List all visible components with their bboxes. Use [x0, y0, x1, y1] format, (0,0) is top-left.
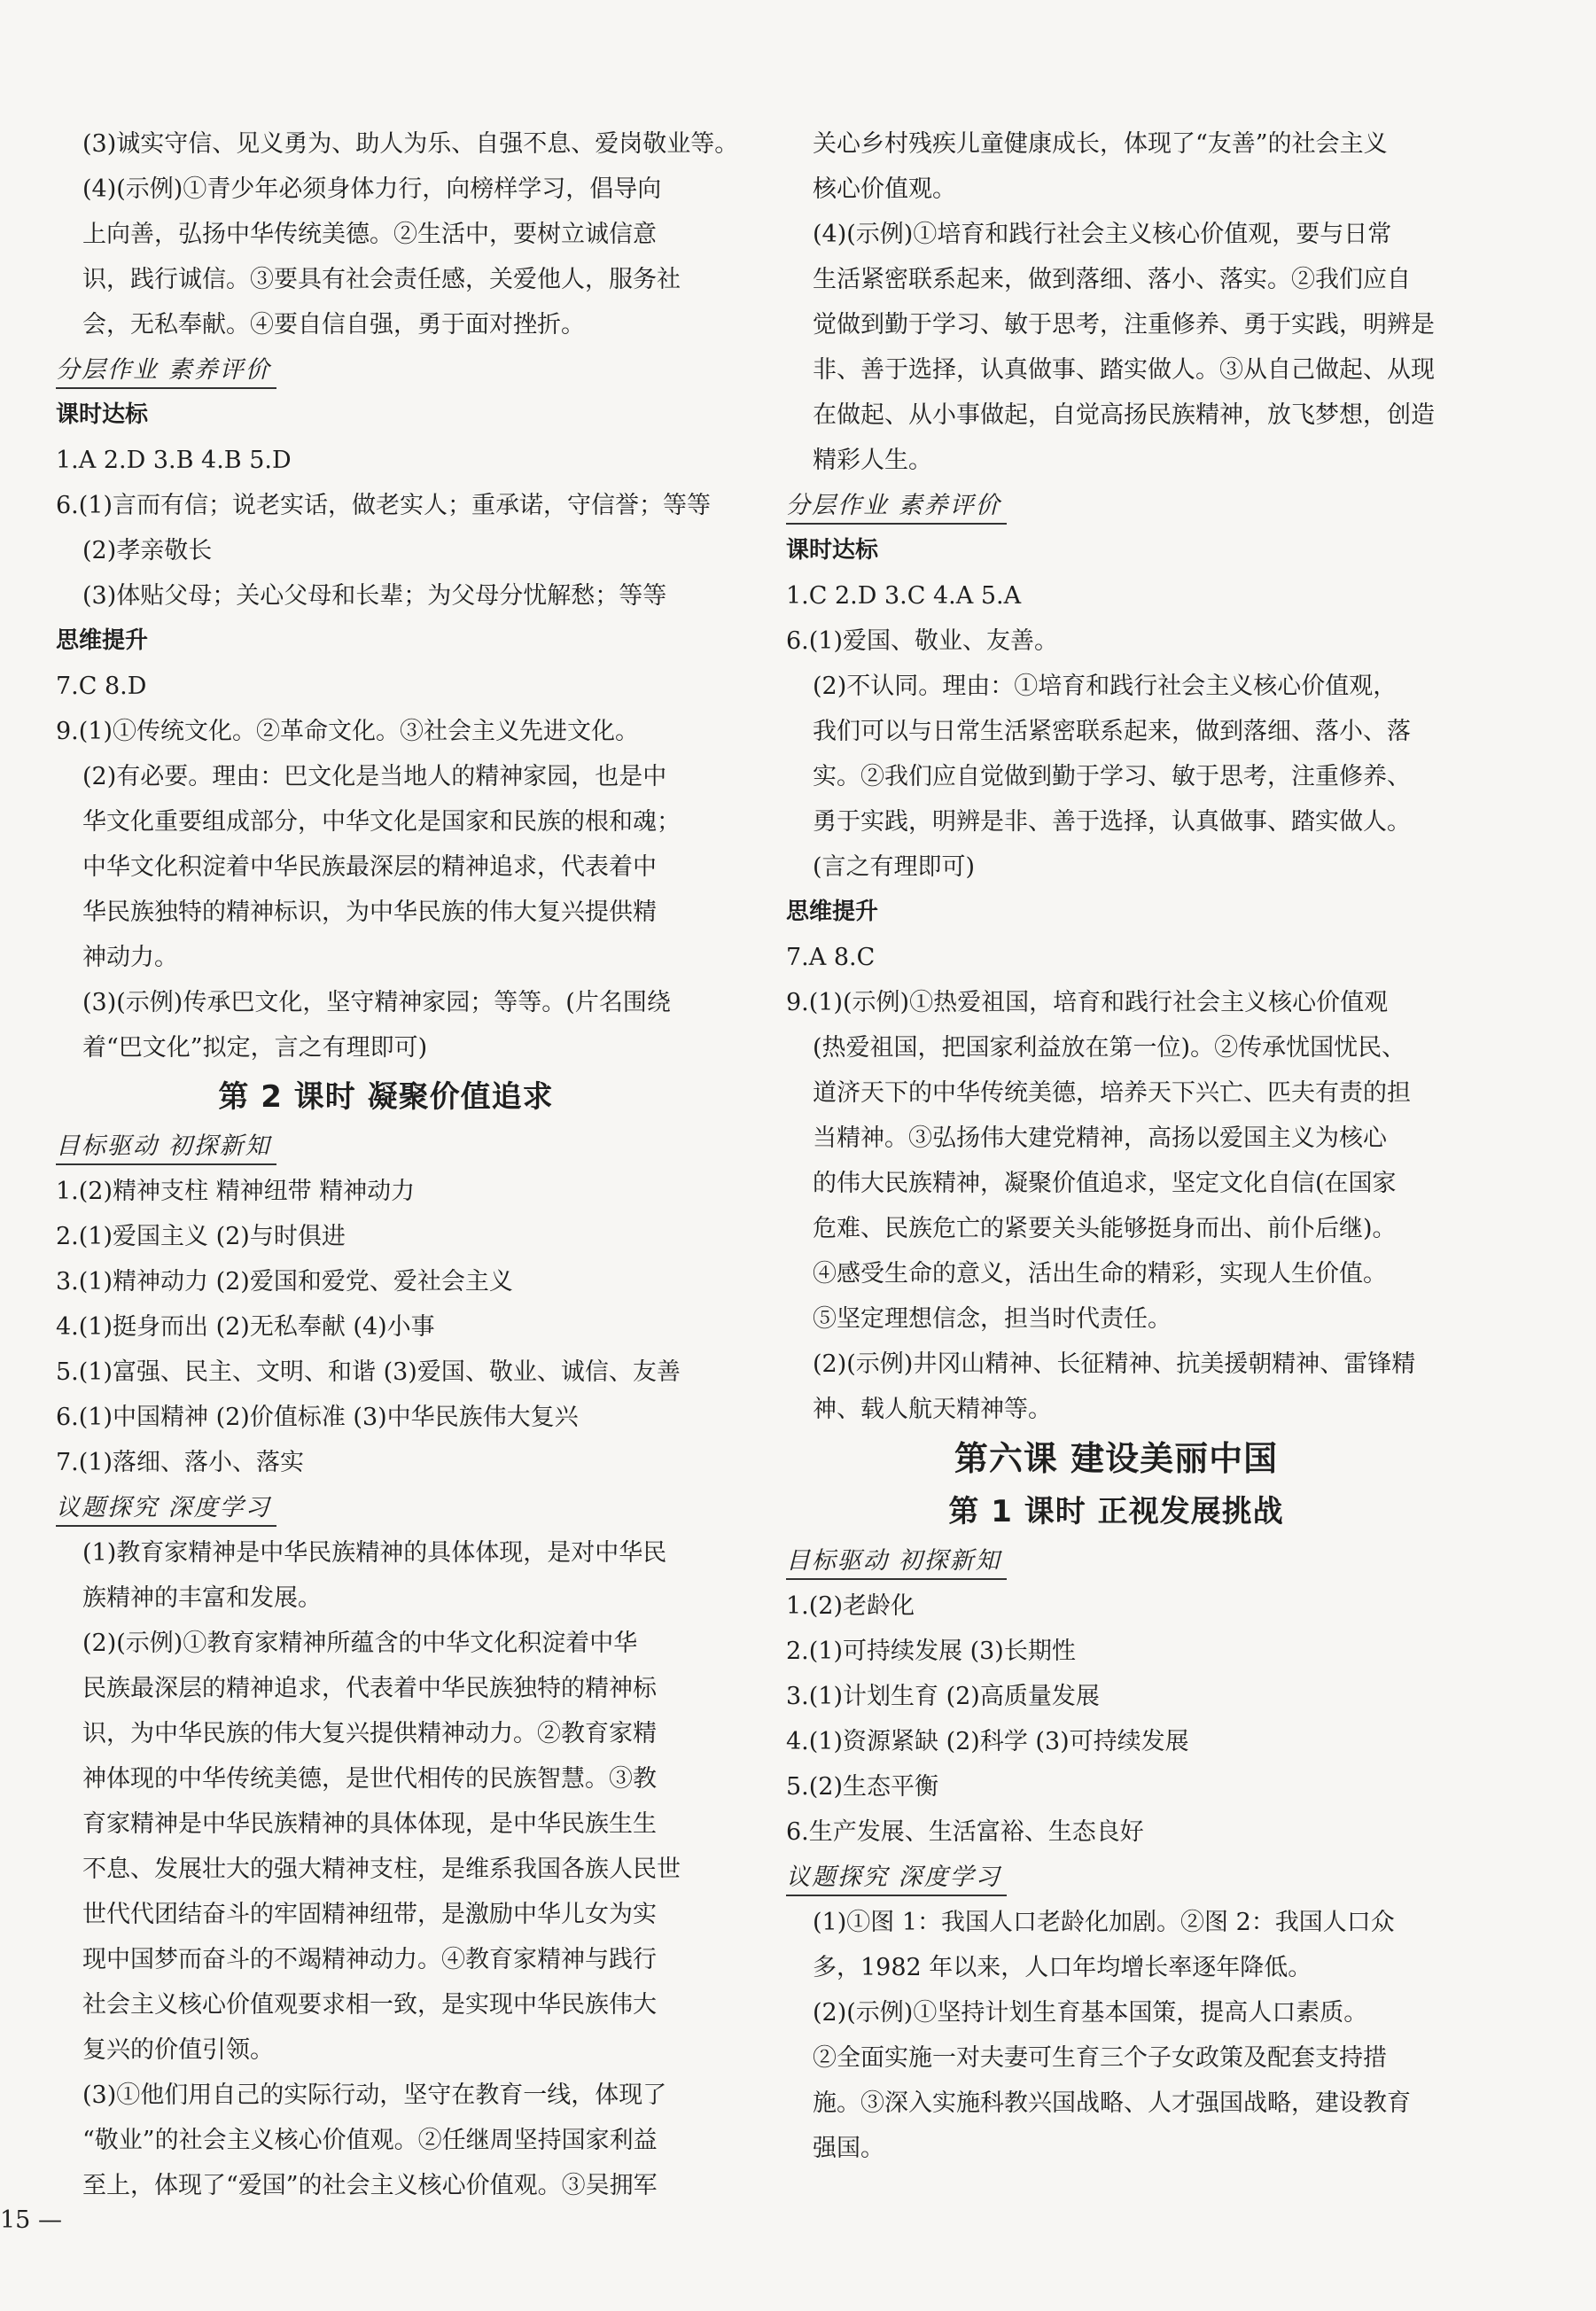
answer-text-line: 3.(1)计划生育 (2)高质量发展: [786, 1683, 1100, 1710]
answer-text-line: 族精神的丰富和发展。: [82, 1584, 322, 1612]
answer-text-line: 华文化重要组成部分，中华文化是国家和民族的根和魂；: [82, 808, 681, 836]
section-banner: 目标驱动 初探新知: [56, 1130, 276, 1165]
answer-text-line: 强国。: [813, 2135, 884, 2162]
answer-text-line: 不息、发展壮大的强大精神支柱，是维系我国各族人民世: [82, 1856, 681, 1883]
answer-text-line: 至上，体现了“爱国”的社会主义核心价值观。③吴拥军: [82, 2172, 658, 2199]
answer-text-line: (2)有必要。理由：巴文化是当地人的精神家园，也是中: [82, 763, 667, 790]
answer-text-line: 世代代团结奋斗的牢固精神纽带，是激励中华儿女为实: [82, 1901, 657, 1928]
answer-text-line: (3)诚实守信、见义勇为、助人为乐、自强不息、爱岗敬业等。: [82, 130, 739, 158]
left-column: [56, 121, 739, 2208]
answer-text-line: 社会主义核心价值观要求相一致，是实现中华民族伟大: [82, 1991, 657, 2019]
answer-text-line: 1.(2)精神支柱 精神纽带 精神动力: [56, 1178, 416, 1205]
answer-text-line: 在做起、从小事做起，自觉高扬民族精神，放飞梦想，创造: [813, 401, 1435, 429]
answer-text-line: 9.(1)①传统文化。②革命文化。③社会主义先进文化。: [56, 718, 640, 745]
right-column: [786, 121, 1446, 2171]
answer-text-line: ⑤坚定理想信念，担当时代责任。: [813, 1305, 1172, 1333]
unit-heading: 第六课 建设美丽中国: [954, 1439, 1279, 1478]
answer-text-line: 4.(1)资源紧缺 (2)科学 (3)可持续发展: [786, 1728, 1189, 1755]
subsection-title: 思维提升: [786, 899, 879, 925]
answer-text-line: 6.(1)言而有信；说老实话，做老实人；重承诺，守信誉；等等: [56, 492, 712, 519]
choice-answers: 1.C 2.D 3.C 4.A 5.A: [786, 582, 1022, 610]
lesson-heading: 第 1 课时 正视发展挑战: [948, 1494, 1284, 1529]
answer-text-line: 道济天下的中华传统美德，培养天下兴亡、匹夫有责的担: [813, 1079, 1411, 1107]
answer-text-line: (3)(示例)传承巴文化，坚守精神家园；等等。(片名围绕: [82, 989, 671, 1016]
answer-text-line: ④感受生命的意义，活出生命的精彩，实现人生价值。: [813, 1260, 1387, 1288]
answer-text-line: 觉做到勤于学习、敏于思考，注重修养、勇于实践，明辨是: [813, 311, 1435, 338]
section-banner-row: [786, 1855, 1446, 1900]
answer-text-line: (2)(示例)①坚持计划生育基本国策，提高人口素质。: [813, 1999, 1368, 2027]
answer-text-line: 勇于实践，明辨是非、善于选择，认真做事、踏实做人。: [813, 808, 1411, 836]
answer-text-line: 民族最深层的精神追求，代表着中华民族独特的精神标: [82, 1675, 657, 1702]
answer-text-line: 危难、民族危亡的紧要关头能够挺身而出、前仆后继)。: [813, 1215, 1397, 1242]
answer-text-line: 多，1982 年以来，人口年均增长率逐年降低。: [813, 1954, 1312, 1981]
answer-text-line: 5.(2)生态平衡: [786, 1773, 939, 1801]
answer-text-line: 7.(1)落细、落小、落实: [56, 1449, 305, 1476]
answer-text-line: “敬业”的社会主义核心价值观。②任继周坚持国家利益: [82, 2127, 658, 2154]
answer-text-line: 育家精神是中华民族精神的具体体现，是中华民族生生: [82, 1810, 657, 1838]
answer-text-line: 神体现的中华传统美德，是世代相传的民族智慧。③教: [82, 1765, 657, 1793]
answer-text-line: 关心乡村残疾儿童健康成长，体现了“友善”的社会主义: [813, 130, 1388, 158]
answer-text-line: 精彩人生。: [813, 447, 932, 474]
answer-text-line: 我们可以与日常生活紧密联系起来，做到落细、落小、落: [813, 718, 1411, 745]
answer-text-line: (4)(示例)①培育和践行社会主义核心价值观，要与日常: [813, 221, 1392, 248]
choice-answers: 1.A 2.D 3.B 4.B 5.D: [56, 447, 292, 474]
answer-text-line: ②全面实施一对夫妻可生育三个子女政策及配套支持措: [813, 2044, 1387, 2072]
answer-text-line: 识，为中华民族的伟大复兴提供精神动力。②教育家精: [82, 1720, 657, 1747]
answer-text-line: 1.(2)老龄化: [786, 1592, 915, 1620]
answer-text-line: 华民族独特的精神标识，为中华民族的伟大复兴提供精: [82, 899, 657, 926]
page-number: 15 —: [0, 2206, 62, 2234]
answer-text-line: (3)①他们用自己的实际行动，坚守在教育一线，体现了: [82, 2081, 667, 2109]
answer-text-line: 6.生产发展、生活富裕、生态良好: [786, 1818, 1144, 1846]
section-banner: 议题探究 深度学习: [56, 1491, 276, 1527]
answer-text-line: (2)不认同。理由：①培育和践行社会主义核心价值观，: [813, 673, 1397, 700]
answer-text-line: 6.(1)中国精神 (2)价值标准 (3)中华民族伟大复兴: [56, 1404, 579, 1431]
answer-text-line: 着“巴文化”拟定，言之有理即可): [82, 1034, 428, 1062]
answer-text-line: 非、善于选择，认真做事、踏实做人。③从自己做起、从现: [813, 356, 1435, 384]
subsection-title: 课时达标: [56, 401, 149, 428]
section-banner: 分层作业 素养评价: [786, 489, 1007, 525]
answer-text-line: 会，无私奉献。④要自信自强，勇于面对挫折。: [82, 311, 585, 338]
choice-answers: 7.A 8.C: [786, 944, 876, 971]
section-banner-row: [786, 1538, 1446, 1583]
answer-text-line: 现中国梦而奋斗的不竭精神动力。④教育家精神与践行: [82, 1946, 657, 1973]
answer-text-line: 的伟大民族精神，凝聚价值追求，坚定文化自信(在国家: [813, 1170, 1397, 1197]
section-banner: 分层作业 素养评价: [56, 354, 276, 389]
subsection-title: 课时达标: [786, 537, 879, 564]
answer-text-line: (1)教育家精神是中华民族精神的具体体现，是对中华民: [82, 1539, 667, 1567]
section-banner: 议题探究 深度学习: [786, 1861, 1007, 1896]
answer-text-line: 5.(1)富强、民主、文明、和谐 (3)爱国、敬业、诚信、友善: [56, 1358, 681, 1386]
answer-text-line: 2.(1)爱国主义 (2)与时俱进: [56, 1223, 346, 1250]
answer-text-line: (2)孝亲敬长: [82, 537, 213, 564]
answer-text-line: 施。③深入实施科教兴国战略、人才强国战略，建设教育: [813, 2089, 1411, 2117]
subsection-title: 思维提升: [56, 627, 149, 654]
section-banner-row: [786, 483, 1446, 528]
answer-text-line: 实。②我们应自觉做到勤于学习、敏于思考，注重修养、: [813, 763, 1411, 790]
answer-text-line: (2)(示例)①教育家精神所蕴含的中华文化积淀着中华: [82, 1630, 638, 1657]
answer-text-line: 中华文化积淀着中华民族最深层的精神追求，代表着中: [82, 853, 657, 881]
section-banner-row: [56, 1485, 716, 1530]
answer-text-line: 当精神。③弘扬伟大建党精神，高扬以爱国主义为核心: [813, 1124, 1387, 1152]
answer-text-line: (2)(示例)井冈山精神、长征精神、抗美援朝精神、雷锋精: [813, 1350, 1416, 1378]
answer-text-line: 2.(1)可持续发展 (3)长期性: [786, 1638, 1076, 1665]
answer-text-line: (言之有理即可): [813, 853, 976, 881]
lesson-heading: 第 2 课时 凝聚价值追求: [218, 1079, 554, 1115]
answer-text-line: (4)(示例)①青少年必须身体力行，向榜样学习，倡导向: [82, 175, 662, 203]
answer-text-line: 核心价值观。: [813, 175, 956, 203]
answer-text-line: 复兴的价值引领。: [82, 2036, 274, 2064]
section-banner-row: [56, 1124, 716, 1169]
answer-text-line: 3.(1)精神动力 (2)爱国和爱党、爱社会主义: [56, 1268, 513, 1296]
answer-text-line: (1)①图 1：我国人口老龄化加剧。②图 2：我国人口众: [813, 1909, 1395, 1936]
answer-text-line: (热爱祖国，把国家利益放在第一位)。②传承忧国忧民、: [813, 1034, 1406, 1062]
answer-text-line: 9.(1)(示例)①热爱祖国，培育和践行社会主义核心价值观: [786, 989, 1389, 1016]
answer-text-line: (3)体贴父母；关心父母和长辈；为父母分忧解愁；等等: [82, 582, 667, 610]
answer-text-line: 神、载人航天精神等。: [813, 1396, 1052, 1423]
choice-answers: 7.C 8.D: [56, 673, 147, 700]
answer-text-line: 4.(1)挺身而出 (2)无私奉献 (4)小事: [56, 1313, 435, 1341]
section-banner-row: [56, 347, 716, 393]
answer-text-line: 神动力。: [82, 944, 178, 971]
section-banner: 目标驱动 初探新知: [786, 1545, 1007, 1580]
answer-text-line: 6.(1)爱国、敬业、友善。: [786, 627, 1059, 655]
answer-text-line: 生活紧密联系起来，做到落细、落小、落实。②我们应自: [813, 266, 1411, 293]
answer-text-line: 上向善，弘扬中华传统美德。②生活中，要树立诚信意: [82, 221, 657, 248]
answer-text-line: 识，践行诚信。③要具有社会责任感，关爱他人，服务社: [82, 266, 681, 293]
